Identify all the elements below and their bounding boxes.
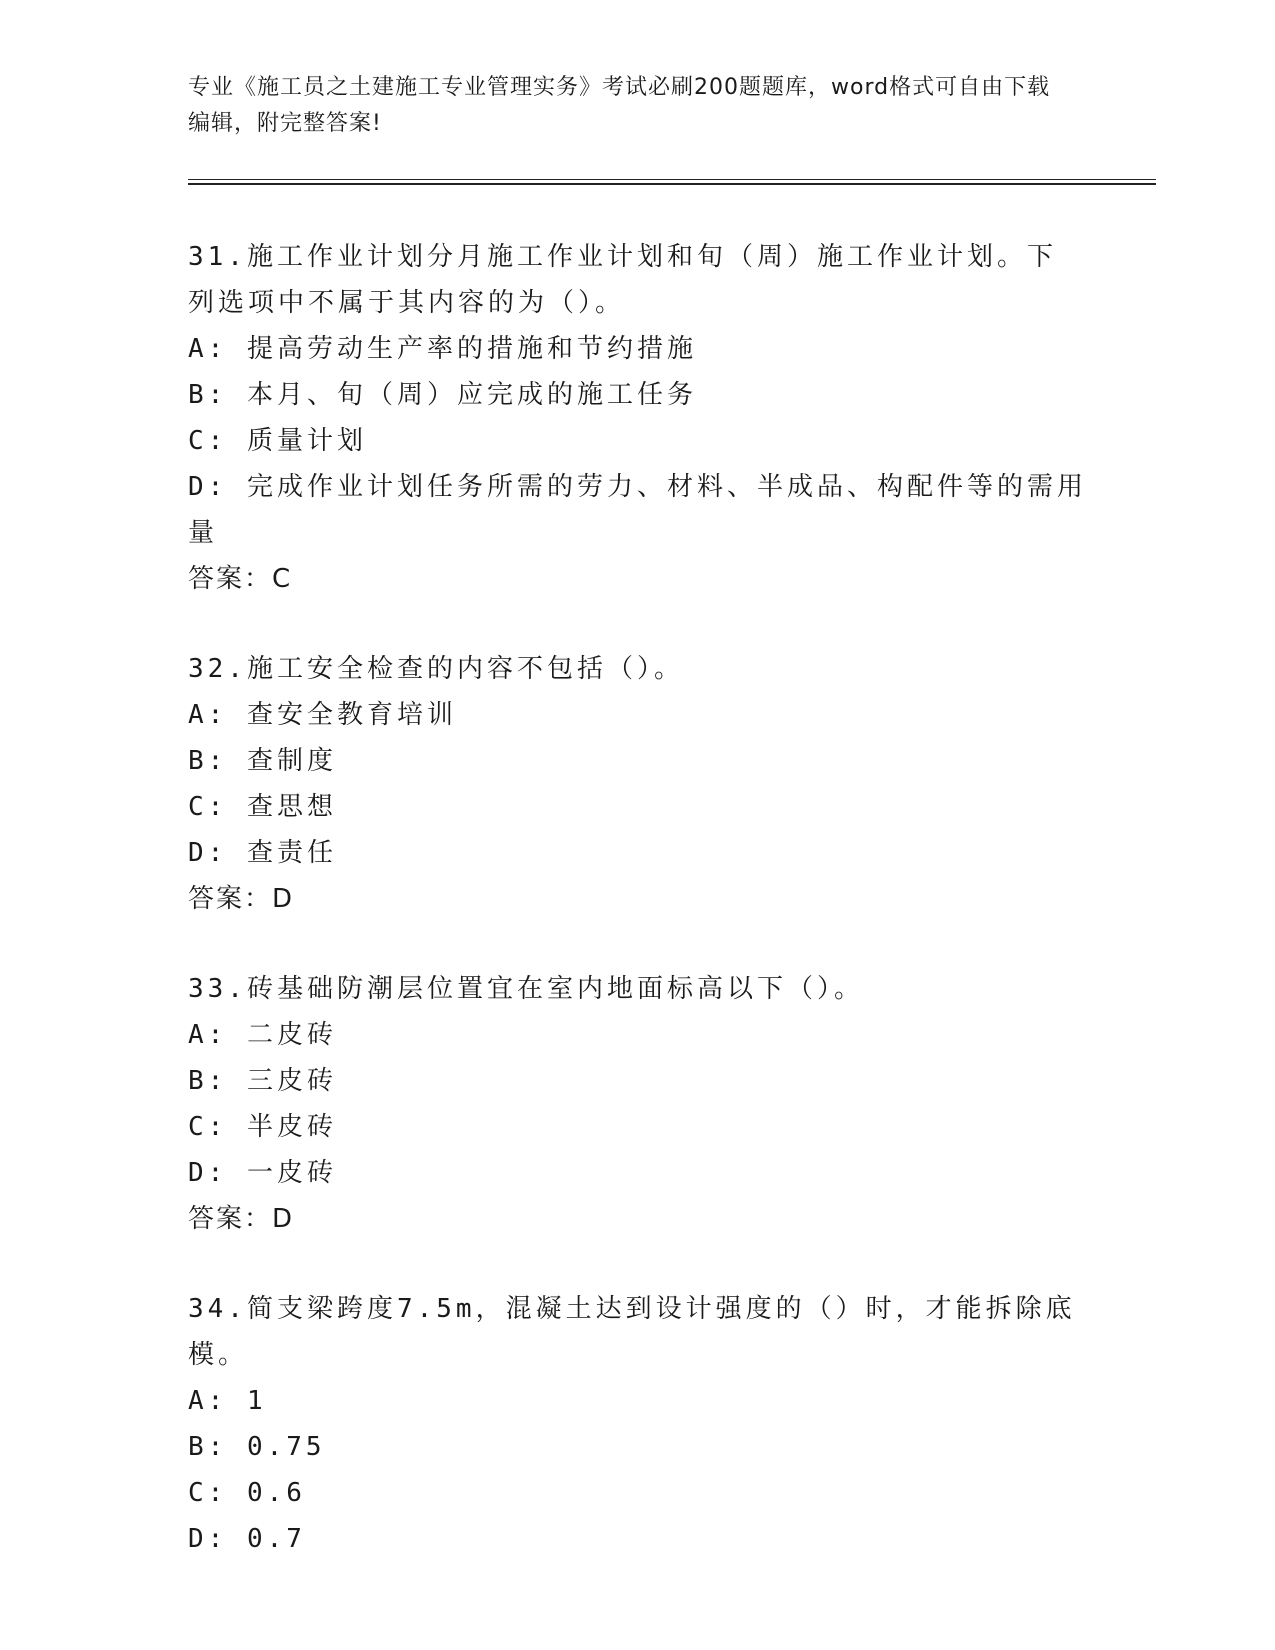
option-b: B: 三皮砖 bbox=[188, 1066, 337, 1096]
option-c: C: 半皮砖 bbox=[188, 1112, 337, 1142]
answer: 答案：D bbox=[188, 884, 295, 914]
question-text: 34.简支梁跨度7.5m，混凝土达到设计强度的（）时，才能拆除底模。 bbox=[188, 1294, 1076, 1370]
option-d: D: 一皮砖 bbox=[188, 1158, 337, 1188]
option-b: B: 查制度 bbox=[188, 746, 337, 776]
option-c: C: 0.6 bbox=[188, 1478, 306, 1508]
question-33 bbox=[188, 966, 1108, 1242]
question-text: 31.施工作业计划分月施工作业计划和旬（周）施工作业计划。下列选项中不属于其内容的为（）。 bbox=[188, 242, 1057, 318]
question-34 bbox=[188, 1286, 1108, 1562]
option-c: C: 查思想 bbox=[188, 792, 337, 822]
option-b: B: 0.75 bbox=[188, 1432, 326, 1462]
document-header bbox=[188, 70, 1068, 142]
header-divider-thick bbox=[188, 183, 1156, 185]
option-c: C: 质量计划 bbox=[188, 426, 367, 456]
option-a: A: 查安全教育培训 bbox=[188, 700, 457, 730]
option-b: B: 本月、旬（周）应完成的施工任务 bbox=[188, 380, 697, 410]
option-a: A: 提高劳动生产率的措施和节约措施 bbox=[188, 334, 697, 364]
option-a: A: 1 bbox=[188, 1386, 267, 1416]
option-d: D: 0.7 bbox=[188, 1524, 306, 1554]
question-text: 33.砖基础防潮层位置宜在室内地面标高以下（）。 bbox=[188, 974, 864, 1004]
header-title: 专业《施工员之土建施工专业管理实务》考试必刷200题题库，word格式可自由下载编辑，附完整答案! bbox=[188, 75, 1051, 136]
answer: 答案：C bbox=[188, 564, 293, 594]
question-31 bbox=[188, 234, 1108, 602]
option-d: D: 查责任 bbox=[188, 838, 337, 868]
question-32 bbox=[188, 646, 1108, 922]
option-d: D: 完成作业计划任务所需的劳力、材料、半成品、构配件等的需用量 bbox=[188, 472, 1087, 548]
answer: 答案：D bbox=[188, 1204, 295, 1234]
question-text: 32.施工安全检查的内容不包括（）。 bbox=[188, 654, 684, 684]
question-list bbox=[188, 234, 1108, 1606]
option-a: A: 二皮砖 bbox=[188, 1020, 337, 1050]
header-divider-thin bbox=[188, 179, 1156, 180]
